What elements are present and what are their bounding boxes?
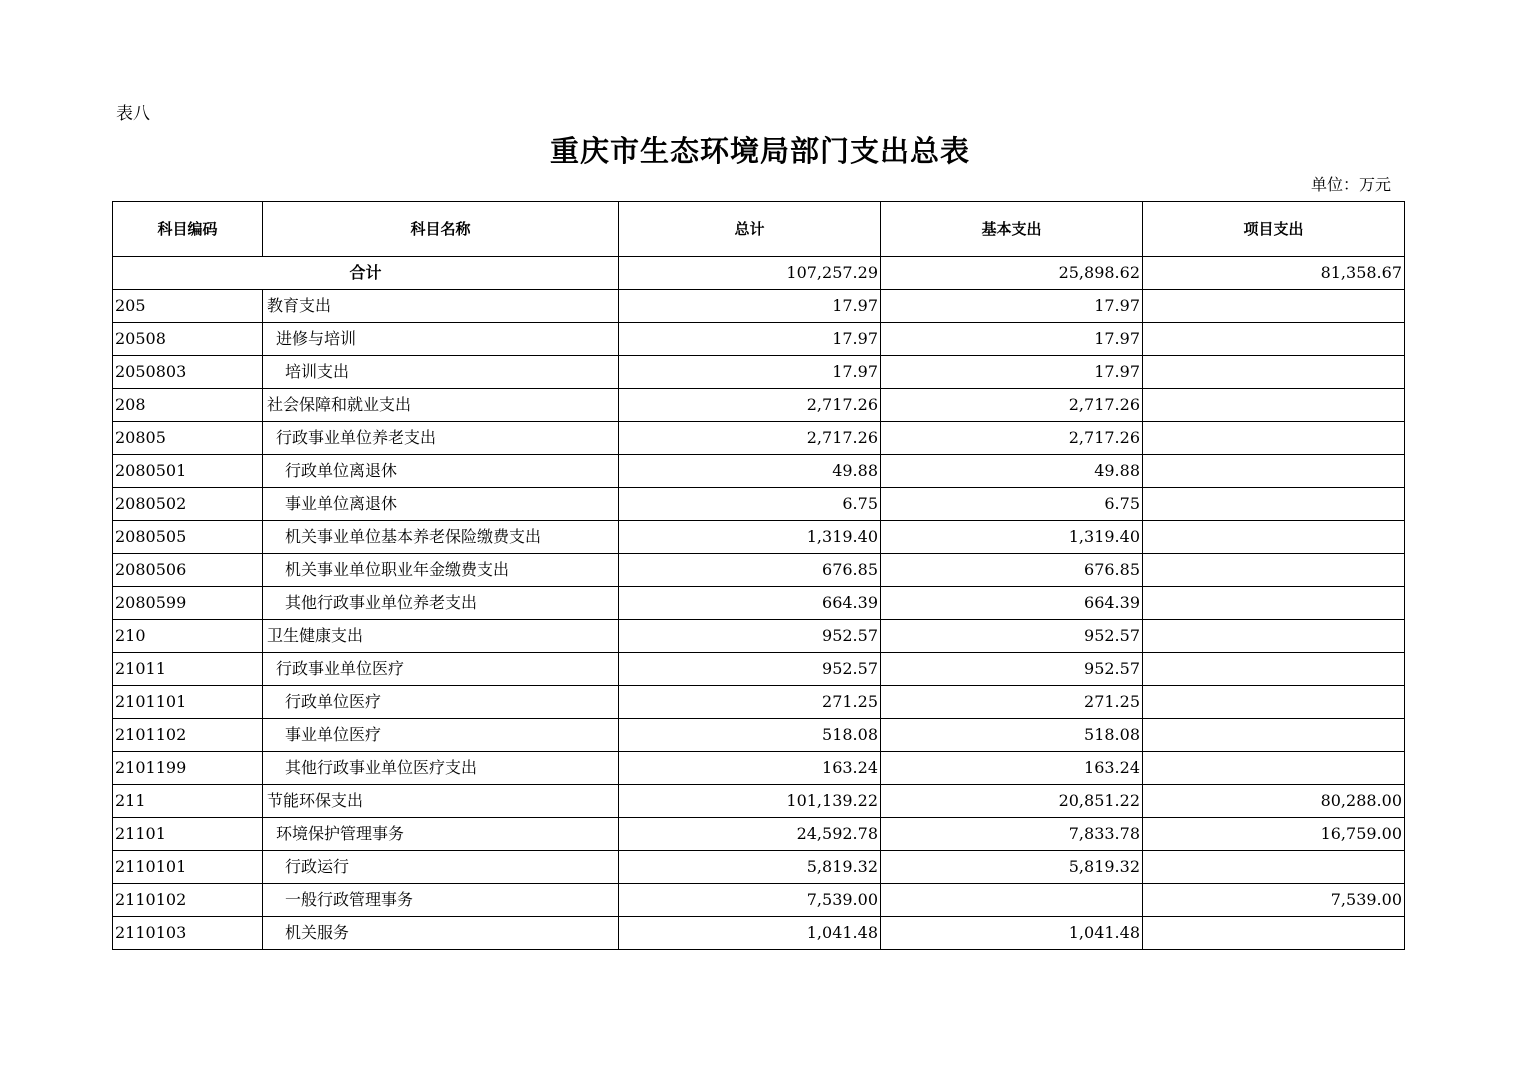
row-name: 教育支出	[263, 290, 619, 323]
row-code: 2080501	[113, 455, 263, 488]
row-total: 518.08	[619, 719, 881, 752]
row-project	[1143, 455, 1405, 488]
row-total: 5,819.32	[619, 851, 881, 884]
row-basic: 518.08	[881, 719, 1143, 752]
row-basic: 1,319.40	[881, 521, 1143, 554]
row-total: 7,539.00	[619, 884, 881, 917]
row-code: 2101102	[113, 719, 263, 752]
table-row	[113, 587, 1405, 620]
row-basic: 676.85	[881, 554, 1143, 587]
row-basic: 952.57	[881, 653, 1143, 686]
row-code: 210	[113, 620, 263, 653]
table-row	[113, 389, 1405, 422]
row-basic: 17.97	[881, 290, 1143, 323]
row-total: 2,717.26	[619, 389, 881, 422]
row-basic	[881, 884, 1143, 917]
row-basic: 6.75	[881, 488, 1143, 521]
table-row	[113, 653, 1405, 686]
row-total: 24,592.78	[619, 818, 881, 851]
table-number-label: 表八	[116, 104, 150, 124]
row-project	[1143, 521, 1405, 554]
row-total: 952.57	[619, 620, 881, 653]
row-name: 环境保护管理事务	[263, 818, 619, 851]
row-name: 其他行政事业单位养老支出	[263, 587, 619, 620]
table-row	[113, 917, 1405, 950]
row-name: 行政事业单位医疗	[263, 653, 619, 686]
row-code: 21101	[113, 818, 263, 851]
table-row	[113, 521, 1405, 554]
table-row	[113, 752, 1405, 785]
table-row	[113, 686, 1405, 719]
row-code: 2050803	[113, 356, 263, 389]
row-project	[1143, 356, 1405, 389]
row-basic: 7,833.78	[881, 818, 1143, 851]
table-row	[113, 290, 1405, 323]
row-total: 271.25	[619, 686, 881, 719]
row-project	[1143, 587, 1405, 620]
row-name: 社会保障和就业支出	[263, 389, 619, 422]
page-title: 重庆市生态环境局部门支出总表	[549, 134, 970, 168]
row-code: 2110101	[113, 851, 263, 884]
row-total: 163.24	[619, 752, 881, 785]
total-project: 81,358.67	[1143, 257, 1405, 290]
row-total: 17.97	[619, 356, 881, 389]
row-name: 培训支出	[263, 356, 619, 389]
row-name: 一般行政管理事务	[263, 884, 619, 917]
row-basic: 271.25	[881, 686, 1143, 719]
unit-label: 单位：万元	[1310, 175, 1391, 194]
table-row	[113, 323, 1405, 356]
total-amount: 107,257.29	[619, 257, 881, 290]
total-label: 合计	[113, 257, 619, 290]
row-project	[1143, 554, 1405, 587]
header-total: 总计	[619, 202, 881, 257]
row-total: 664.39	[619, 587, 881, 620]
header-project: 项目支出	[1143, 202, 1405, 257]
row-basic: 664.39	[881, 587, 1143, 620]
row-basic: 2,717.26	[881, 389, 1143, 422]
row-basic: 20,851.22	[881, 785, 1143, 818]
row-total: 1,041.48	[619, 917, 881, 950]
row-basic: 17.97	[881, 323, 1143, 356]
table-row	[113, 620, 1405, 653]
row-total: 2,717.26	[619, 422, 881, 455]
row-code: 2110103	[113, 917, 263, 950]
row-code: 2080502	[113, 488, 263, 521]
row-project	[1143, 422, 1405, 455]
row-project	[1143, 686, 1405, 719]
header-code: 科目编码	[113, 202, 263, 257]
row-project	[1143, 719, 1405, 752]
row-name: 行政事业单位养老支出	[263, 422, 619, 455]
total-basic: 25,898.62	[881, 257, 1143, 290]
row-code: 2101199	[113, 752, 263, 785]
row-project	[1143, 851, 1405, 884]
row-project	[1143, 653, 1405, 686]
row-code: 2110102	[113, 884, 263, 917]
row-name: 其他行政事业单位医疗支出	[263, 752, 619, 785]
row-project	[1143, 290, 1405, 323]
row-code: 211	[113, 785, 263, 818]
row-code: 205	[113, 290, 263, 323]
table-row	[113, 719, 1405, 752]
row-total: 101,139.22	[619, 785, 881, 818]
row-total: 676.85	[619, 554, 881, 587]
row-project	[1143, 752, 1405, 785]
row-project	[1143, 917, 1405, 950]
row-code: 2080505	[113, 521, 263, 554]
row-basic: 49.88	[881, 455, 1143, 488]
row-name: 卫生健康支出	[263, 620, 619, 653]
row-basic: 952.57	[881, 620, 1143, 653]
row-code: 2080599	[113, 587, 263, 620]
row-total: 1,319.40	[619, 521, 881, 554]
row-total: 17.97	[619, 290, 881, 323]
row-name: 事业单位医疗	[263, 719, 619, 752]
row-name: 机关事业单位职业年金缴费支出	[263, 554, 619, 587]
row-basic: 1,041.48	[881, 917, 1143, 950]
row-name: 行政单位医疗	[263, 686, 619, 719]
row-project	[1143, 488, 1405, 521]
row-code: 2080506	[113, 554, 263, 587]
row-basic: 17.97	[881, 356, 1143, 389]
row-project	[1143, 323, 1405, 356]
table-row	[113, 851, 1405, 884]
table-header-row	[113, 202, 1405, 257]
row-code: 20805	[113, 422, 263, 455]
row-total: 17.97	[619, 323, 881, 356]
row-project: 7,539.00	[1143, 884, 1405, 917]
row-name: 事业单位离退休	[263, 488, 619, 521]
row-code: 21011	[113, 653, 263, 686]
header-basic: 基本支出	[881, 202, 1143, 257]
row-name: 进修与培训	[263, 323, 619, 356]
table-row	[113, 884, 1405, 917]
table-row	[113, 422, 1405, 455]
row-project	[1143, 389, 1405, 422]
row-basic: 5,819.32	[881, 851, 1143, 884]
table-row	[113, 455, 1405, 488]
table-row	[113, 554, 1405, 587]
table-row	[113, 488, 1405, 521]
row-name: 机关事业单位基本养老保险缴费支出	[263, 521, 619, 554]
total-row	[113, 257, 1405, 290]
row-code: 208	[113, 389, 263, 422]
row-name: 行政单位离退休	[263, 455, 619, 488]
row-basic: 163.24	[881, 752, 1143, 785]
row-project: 80,288.00	[1143, 785, 1405, 818]
row-name: 机关服务	[263, 917, 619, 950]
row-code: 2101101	[113, 686, 263, 719]
row-total: 49.88	[619, 455, 881, 488]
row-name: 行政运行	[263, 851, 619, 884]
row-project	[1143, 620, 1405, 653]
table-row	[113, 818, 1405, 851]
row-total: 952.57	[619, 653, 881, 686]
row-total: 6.75	[619, 488, 881, 521]
row-name: 节能环保支出	[263, 785, 619, 818]
row-basic: 2,717.26	[881, 422, 1143, 455]
header-name: 科目名称	[263, 202, 619, 257]
row-code: 20508	[113, 323, 263, 356]
table-row	[113, 356, 1405, 389]
expenditure-table	[112, 201, 1405, 950]
row-project: 16,759.00	[1143, 818, 1405, 851]
table-row	[113, 785, 1405, 818]
